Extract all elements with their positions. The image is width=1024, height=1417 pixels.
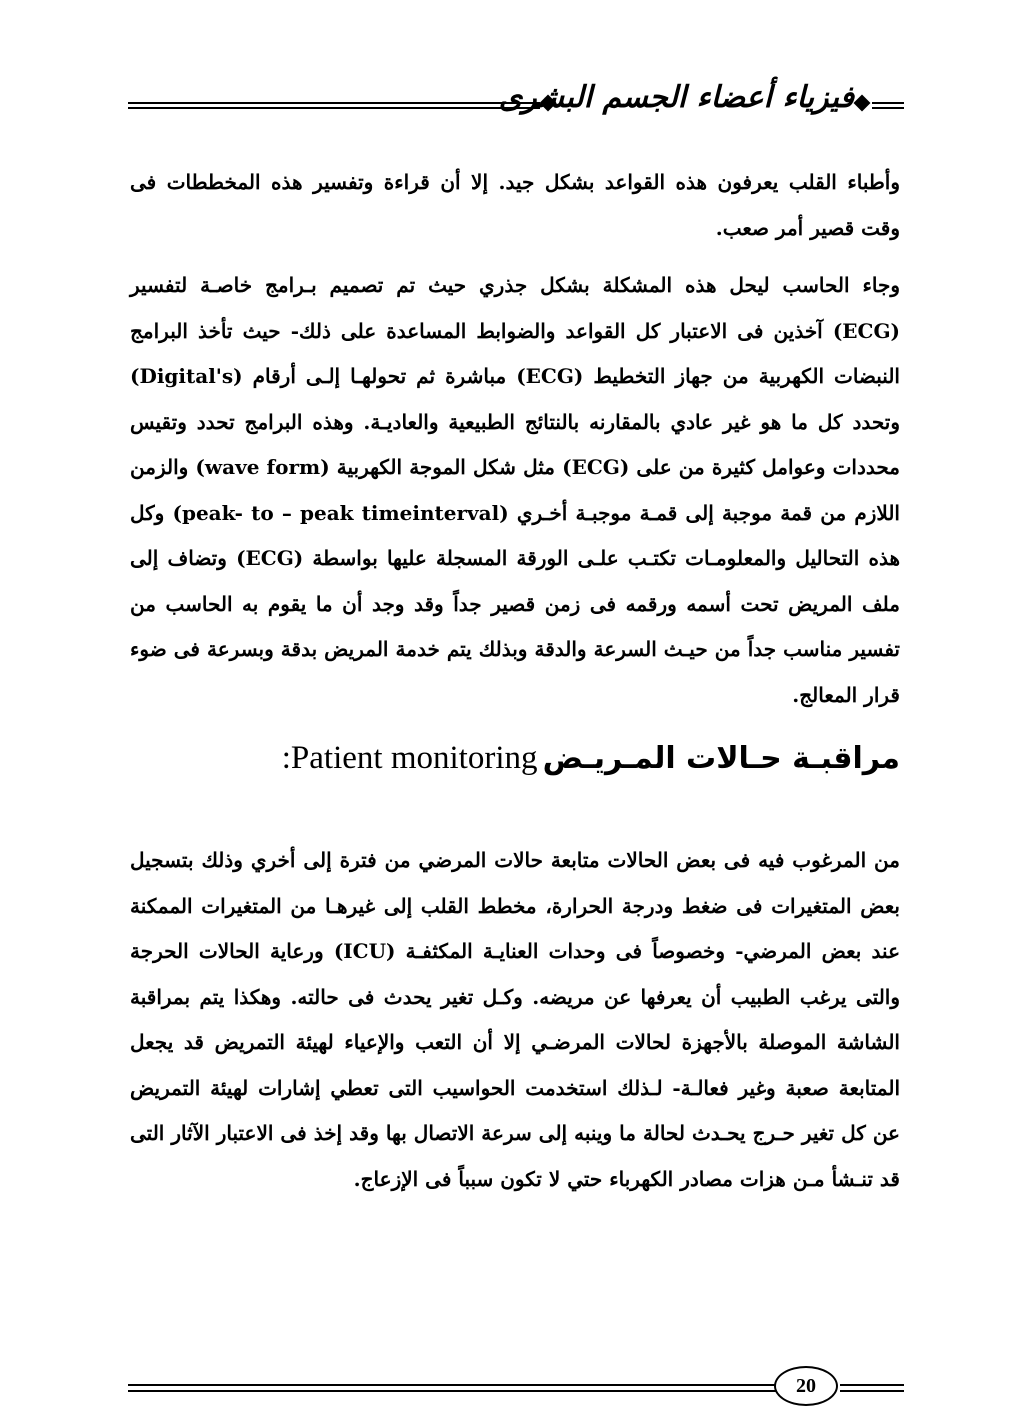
section-heading-arabic: مراقبـة حـالات المـريـض — [542, 741, 900, 776]
page-footer — [128, 1366, 904, 1406]
page-number: 20 — [774, 1366, 838, 1406]
paragraph-intro: وأطباء القلب يعرفون هذه القواعد بشكل جيد. إلا أن قراءة وتفسير هذه المخططات فى وقت قصير أمر صعب. — [130, 170, 900, 240]
footer-rule — [840, 1384, 904, 1386]
footer-rule — [840, 1390, 904, 1392]
footer-rule — [128, 1390, 776, 1392]
header-title: فيزياء أعضاء الجسم البشرى — [498, 80, 854, 115]
section-heading-english: :Patient monitoring — [281, 740, 538, 776]
paragraph-computer-ecg: وجاء الحاسب ليحل هذه المشكلة بشكل جذري حيث تم تصميم بـرامج خاصـة لتفسير (ECG) آخذين فى الاعتبار كل القواعد والضوابط المساعدة على ذلك- حيث تأخذ البرامج النبضات الكهربية من جهاز التخطيط (ECG) مباشرة ثم تحولهـا إلـى أرقام (Digital's) وتحدد كل ما هو غير عادي بالمقارنه بالنتائج الطبيعية والعاديـة. وهذه البرامج تحدد وتقيس محددات وعوامل كثيرة من على (ECG) مثل شكل الموجة الكهربية (wave form) والزمن اللازم من قمة موجبة إلى قمـة موجبـة أخـري (peak- to – peak timeinterval) وكل هذه التحاليل والمعلومـات تكتـب علـى الورقة المسجلة عليها بواسطة (ECG) وتضاف إلى ملف المريض تحت أسمه ورقمه فى زمن قصير جداً وقد وجد أن ما يقوم به الحاسب من تفسير مناسب جداً من حيـث السرعة والدقة وبذلك يتم خدمة المريض بدقة وبسرعة فى ضوء قرار المعالج. — [130, 273, 900, 707]
page-header — [128, 78, 904, 118]
header-rule — [128, 102, 540, 104]
footer-rule — [128, 1384, 776, 1386]
section-heading — [250, 740, 900, 777]
paragraph-patient-monitoring: من المرغوب فيه فى بعض الحالات متابعة حالات المرضي من فترة إلى أخري وذلك بتسجيل بعض المتغيرات فى ضغط ودرجة الحرارة، مخطط القلب إلى غيرهـا من المتغيرات الممكنة عند بعض المرضي- وخصوصاً فى وحدات العنايـة المكثفـة (ICU) ورعاية الحالات الحرجة والتى يرغب الطبيب أن يعرفها عن مريضه. وكـل تغير يحدث فى حالته. وهكذا يتم بمراقبة الشاشة الموصلة بالأجهزة لحالات المرضـي إلا أن التعب والإعياء لهيئة التمريض قد يجعل المتابعة صعبة وغير فعالـة- لـذلك استخدمت الحواسيب التى تعطي إشارات لهيئة التمريض عن كل تغير حـرج يحـدث لحالة ما وينبه إلى سرعة الاتصال بها وقد إخذ فى الاعتبار الآثار التى قد تنـشأ مـن هزات مصادر الكهرباء حتي لا تكون سبباً فى الإزعاج. — [130, 848, 901, 1191]
header-rule — [872, 107, 904, 109]
header-rule — [128, 107, 540, 109]
diamond-ornament-icon — [854, 95, 871, 112]
header-rule — [872, 102, 904, 104]
